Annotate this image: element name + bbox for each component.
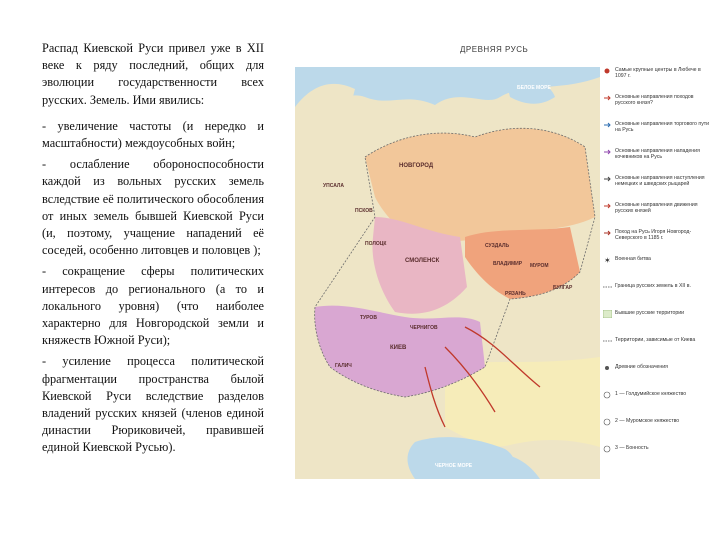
map bbox=[295, 67, 600, 479]
legend-text: Основные направления походов русского князя? bbox=[615, 94, 694, 107]
legend-text: Самые крупные центры в Любече в 1097 г. bbox=[615, 67, 701, 80]
point-paragraph: - усиление процесса политической фрагментации пространства былой Киевской Руси вследствие разделов владений русских князей (членов единой династии Рюриковичей, правившей единой Киевской Русью). bbox=[42, 354, 264, 455]
point-paragraph: - сокращение сферы политических интересов до регионального (а то и локального уровня) (что наиболее характерно для Новгородской земли и княжеств Южной Руси); bbox=[42, 264, 264, 348]
label-white-sea: БЕЛОЕ МОРЕ bbox=[517, 85, 551, 91]
label-turov: ТУРОВ bbox=[360, 315, 377, 321]
legend-text: Основные направления наступления немецких и шведских рыцарей bbox=[615, 175, 705, 188]
circle-icon bbox=[603, 364, 612, 372]
text-column bbox=[42, 40, 264, 461]
legend-text: Основные направления нападения кочевников на Русь bbox=[615, 148, 700, 161]
legend-text: 1 — Голдумийское княжество bbox=[615, 391, 687, 397]
hatch-icon bbox=[603, 310, 612, 318]
legend-text: 2 — Муромское княжество bbox=[615, 418, 680, 424]
legend-text: Территории, зависимые от Киева bbox=[615, 337, 696, 343]
star-icon bbox=[603, 256, 612, 264]
label-murom: МУРОМ bbox=[530, 263, 549, 269]
legend-text: 3 — Бонность bbox=[615, 445, 649, 451]
intro-paragraph: Распад Киевской Руси привел уже в XII веке к ряду последний, общих для эволюции государственности всех русских. Земель. Ими явились: bbox=[42, 41, 264, 107]
map-title: ДРЕВНЯЯ РУСЬ bbox=[460, 45, 529, 54]
label-black-sea: ЧЕРНОЕ МОРЕ bbox=[435, 463, 473, 469]
thick-arrow-icon bbox=[603, 229, 612, 237]
label-galich: ГАЛИЧ bbox=[335, 363, 352, 369]
dark-arrow-icon bbox=[603, 175, 612, 183]
red-dot-icon bbox=[603, 67, 612, 75]
num-1-icon bbox=[603, 391, 612, 399]
label-polotsk: ПОЛОЦК bbox=[365, 241, 387, 247]
legend-text: Поход на Русь Игоря Новгород-Северского в 1185 г. bbox=[615, 229, 692, 242]
label-smolensk: СМОЛЕНСК bbox=[405, 258, 440, 264]
line-icon bbox=[603, 337, 612, 345]
label-bulgar: БУЛГАР bbox=[553, 285, 573, 291]
legend-text: Основные направления торгового пути на Русь bbox=[615, 121, 710, 134]
label-novgorod: НОВГОРОД bbox=[399, 163, 434, 169]
map-legend bbox=[603, 67, 713, 479]
legend-text: Бывшие русские территории bbox=[615, 310, 685, 316]
dotted-line-icon bbox=[603, 283, 612, 291]
point-paragraph: - увеличение частоты (и нередко и масштабности) междоусобных войн; bbox=[42, 118, 264, 151]
label-pskov: ПСКОВ bbox=[355, 208, 373, 214]
label-suzdal: СУЗДАЛЬ bbox=[485, 243, 510, 249]
legend-text: Основные направления движения русских князей bbox=[615, 202, 698, 215]
red-arrow-icon bbox=[603, 202, 612, 210]
num-2-icon bbox=[603, 418, 612, 426]
legend-text: Древние обозначения bbox=[615, 364, 668, 370]
label-chernigov: ЧЕРНИГОВ bbox=[410, 325, 438, 331]
blue-arrow-icon bbox=[603, 121, 612, 129]
legend-text: Граница русских земель в XII в. bbox=[615, 283, 691, 289]
dashed-arrow-icon bbox=[603, 94, 612, 102]
point-paragraph: - ослабление обороноспособности каждой из вольных русских земель вследствие её политического обособления от иных земель бывшей Киевской Руси (и, поэтому, учащение нападений её соседей, особенно литовцев и половцев ); bbox=[42, 157, 264, 258]
num-3-icon bbox=[603, 445, 612, 453]
label-kiev: КИЕВ bbox=[390, 345, 407, 351]
label-vladimir: ВЛАДИМИР bbox=[493, 261, 523, 267]
map-image bbox=[295, 67, 600, 479]
label-ryazan: РЯЗАНЬ bbox=[505, 291, 526, 297]
label-upsala: УПСАЛА bbox=[323, 183, 344, 189]
svg-text:✶: ✶ bbox=[604, 256, 611, 264]
legend-text: Военная битва bbox=[615, 256, 651, 262]
purple-arrow-icon bbox=[603, 148, 612, 156]
